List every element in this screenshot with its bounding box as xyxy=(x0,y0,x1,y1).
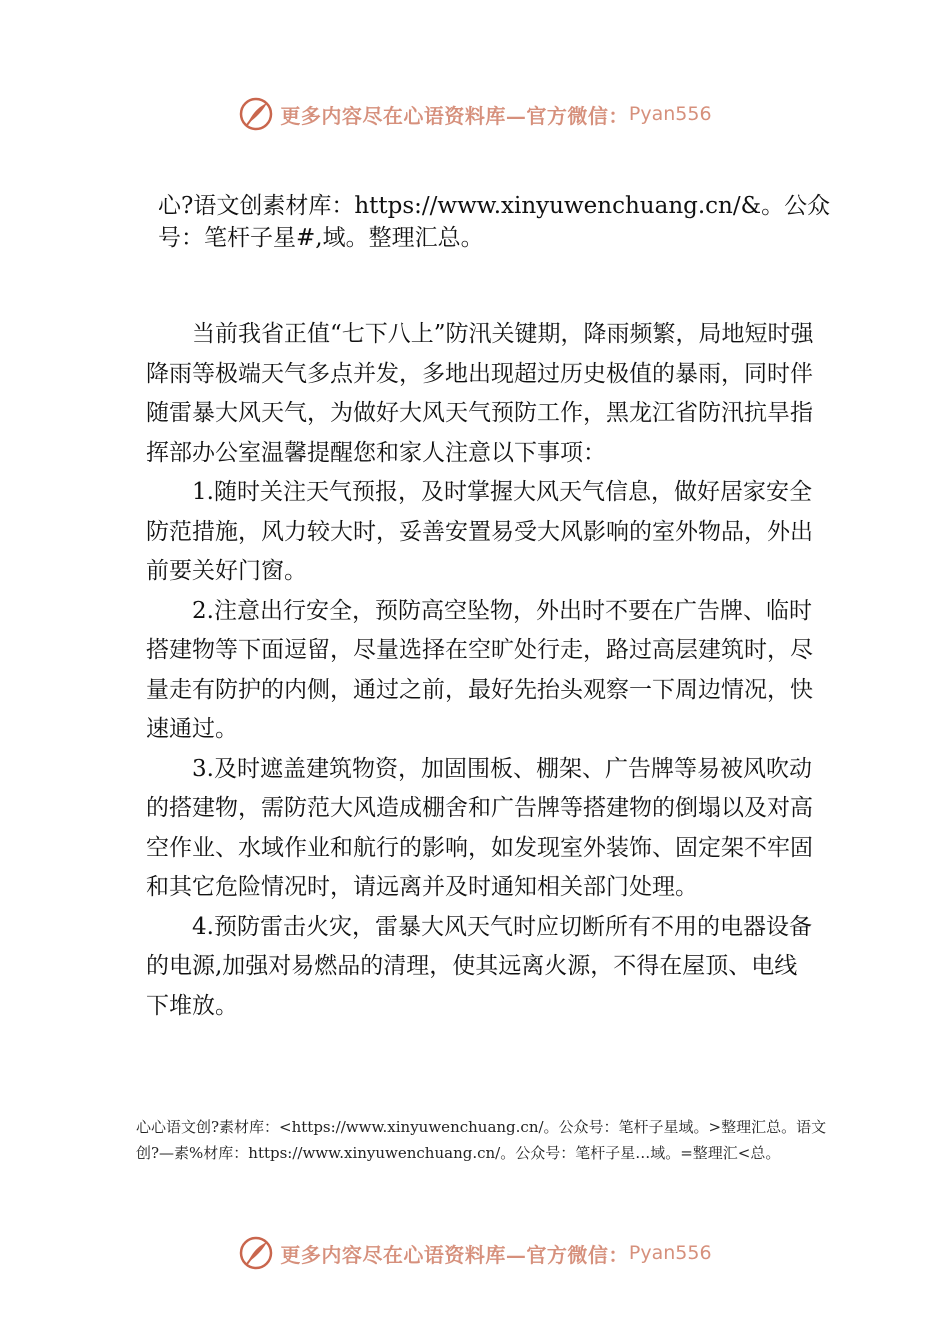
intro-paragraph: 当前我省正值“七下八上”防汛关键期，降雨频繁，局地短时强降雨等极端天气多点并发，多地出现超过历史极值的暴雨，同时伴随雷暴大风天气，为做好大风天气预防工作，黑龙江省防汛抗旱指挥部办公室温馨提醒您和家人注意以下事项： xyxy=(146,321,814,466)
item-paragraph-3: 3.及时遮盖建筑物资，加固围板、棚架、广告牌等易被风吹动的搭建物，需防范大风造成棚舍和广告牌等搭建物的倒塌以及对高空作业、水域作业和航行的影响，如发现室外装饰、固定架不牢固和其它危险情况时，请远离并及时通知相关部门处理。 xyxy=(146,755,813,900)
feather-pen-logo-icon xyxy=(238,96,274,132)
banner-text: 更多内容尽在心语资料库—官方微信： xyxy=(280,1242,629,1267)
header-note: 心?语文创素材库：https://www.xinyuwenchuang.cn/&。公众号：笔杆子星#,域。整理汇总。 xyxy=(158,193,831,251)
item-paragraph-4: 4.预防雷击火灾，雷暴大风天气时应切断所有不用的电器设备的电源,加强对易燃品的清理，使其远离火源，不得在屋顶、电线下堆放。 xyxy=(146,913,812,1019)
wechat-id: Pyan556 xyxy=(628,103,712,125)
article-body xyxy=(146,315,816,1026)
item-paragraph-2: 2.注意出行安全，预防高空坠物，外出时不要在广告牌、临时搭建物等下面逗留，尽量选择在空旷处行走，路过高层建筑时，尽量走有防护的内侧，通过之前，最好先抬头观察一下周边情况，快速通过。 xyxy=(146,597,813,742)
banner-text: 更多内容尽在心语资料库—官方微信： xyxy=(280,103,629,128)
feather-pen-logo-icon xyxy=(238,1235,274,1271)
bottom-banner xyxy=(0,1231,950,1275)
top-banner xyxy=(0,92,950,136)
item-paragraph-1: 1.随时关注天气预报，及时掌握大风天气信息，做好居家安全防范措施，风力较大时，妥善安置易受大风影响的室外物品，外出前要关好门窗。 xyxy=(146,479,813,584)
footer-note: 心心语文创?素材库：<https://www.xinyuwenchuang.cn/。公众号：笔杆子星域。>整理汇总。语文创?—素%材库：https://www.xinyuwenchuang.cn/。公众号：笔杆子星…域。=整理汇<总。 xyxy=(136,1118,827,1162)
wechat-id: Pyan556 xyxy=(628,1242,712,1264)
